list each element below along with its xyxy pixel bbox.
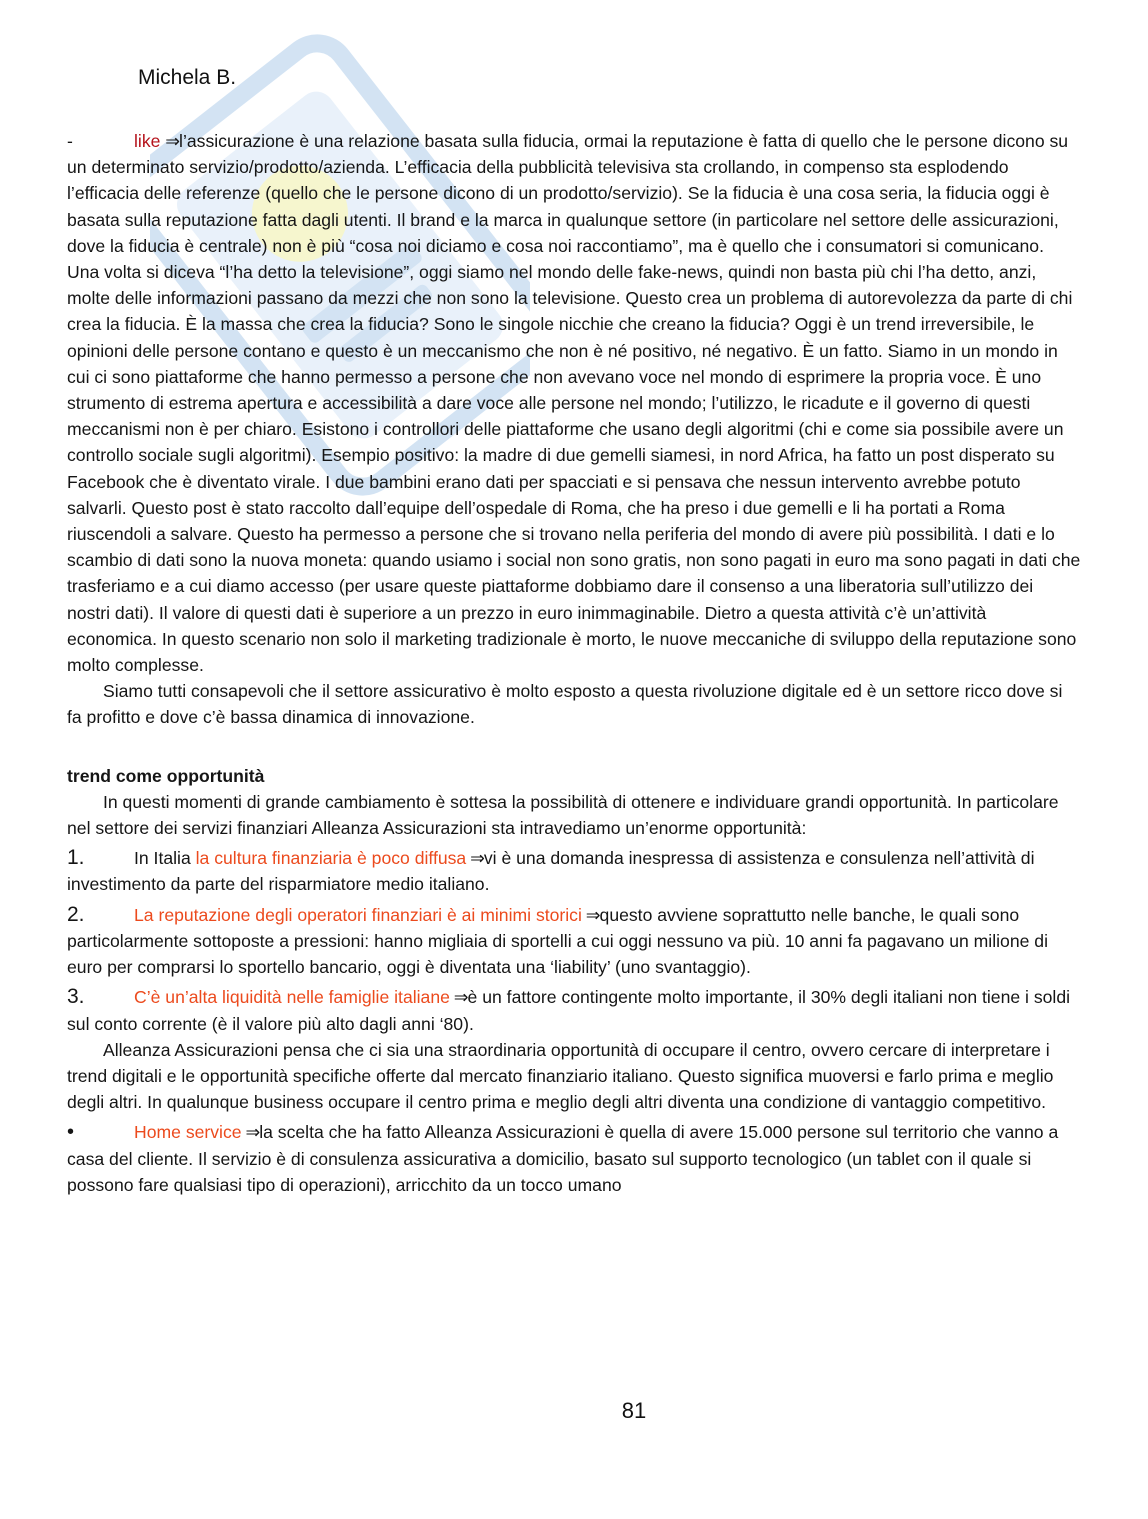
implies-arrow: ⇒: [466, 848, 484, 869]
implies-arrow: ⇒: [165, 131, 180, 151]
section-heading: trend come opportunità: [67, 765, 265, 786]
list-lead: In Italia: [134, 848, 196, 869]
dash-marker: -: [67, 131, 73, 151]
implies-arrow: ⇒: [449, 987, 468, 1008]
list-item-1: [67, 845, 1081, 897]
list-number: 3.: [67, 985, 85, 1009]
highlight-home-service: Home service: [134, 1122, 242, 1143]
list-text: vi è una domanda inespressa di assistenza e consulenza nell’attività di investimento da parte del risparmiatore medio italiano.: [67, 848, 1035, 895]
implies-arrow: ⇒: [241, 1122, 260, 1143]
bullet-marker: •: [67, 1121, 75, 1144]
bullet-text: la scelta che ha fatto Alleanza Assicurazioni è quella di avere 15.000 persone sul territorio che vanno a casa del cliente. Il servizio è di consulenza assicurativa a domicilio, basato sul supporto tecnologico (un tablet con il quale si possono fare qualsiasi tipo di operazioni), arricchito da un tocco umano: [67, 1122, 1059, 1195]
list-number: 2.: [67, 902, 85, 926]
paragraph-alleanza: Alleanza Assicurazioni pensa che ci sia una straordinaria opportunità di occupare il centro, ovvero cercare di interpretare i trend digitali e le opportunità specifiche offerte dal mercato finanziario italiano. Questo significa muoversi e farlo prima e meglio degli altri. In qualunque business occupare il centro prima e meglio degli altri diventa una condizione di vantaggio competitivo.: [67, 1039, 1054, 1113]
list-item-2: [67, 902, 1081, 981]
list-number: 1.: [67, 846, 85, 870]
bullet-home-service: [67, 1119, 1081, 1198]
list-text: questo avviene soprattutto nelle banche, le quali sono particolarmente sottoposte a pressioni: hanno migliaia di sportelli a cui oggi nessuno va più. 10 anni fa pagavano un milione di euro per comprarsi lo sportello bancario, oggi è diventata una ‘liability’ (uno svantaggio).: [67, 904, 1048, 978]
page-number: 81: [621, 1398, 647, 1423]
paragraph-intro: In questi momenti di grande cambiamento è sottesa la possibilità di ottenere e individuare grandi opportunità. In particolare nel settore dei servizi finanziari Alleanza Assicurazioni sta intravediamo un’enorme opportunità:: [67, 791, 1059, 839]
highlight-like: like: [134, 131, 161, 151]
highlight-reputazione: La reputazione degli operatori finanziari è ai minimi storici: [134, 904, 582, 925]
implies-arrow: ⇒: [581, 904, 600, 925]
list-text: è un fattore contingente molto importante, il 30% degli italiani non tiene i soldi sul conto corrente (è il valore più alto dagli anni ‘80).: [67, 987, 1071, 1034]
highlight-liquidita: C’è un’alta liquidità nelle famiglie italiane: [134, 987, 450, 1008]
author-header: Michela B.: [138, 66, 237, 89]
highlight-cultura: la cultura finanziaria è poco diffusa: [195, 848, 467, 869]
document-body: [67, 128, 1081, 1198]
paragraph-like: [67, 128, 1081, 678]
list-item-3: [67, 984, 1081, 1036]
paragraph-text: l’assicurazione è una relazione basata sulla fiducia, ormai la reputazione è fatta di quello che le persone dicono su un determinato servizio/prodotto/azienda. L’efficacia della pubblicità televisiva sta crollando, in compenso sta esplodendo l’efficacia delle referenze (quello che le persone dicono di un prodotto/servizio). Se la fiducia è una cosa seria, la fiducia oggi è basata sulla reputazione fatta dagli utenti. Il brand e la marca in qualunque settore (in particolare nel settore delle assicurazioni, dove la fiducia è centrale) non è più “cosa noi diciamo e cosa noi raccontiamo”, ma è quello che i consumatori si comunicano. Una volta si diceva “l’ha detto la televisione”, oggi siamo nel mondo delle fake-news, quindi non basta più chi l’ha detto, anzi, molte delle informazioni passano da mezzi che non sono la televisione. Questo crea un problema di autorevolezza da parte di chi crea la fiducia. È la massa che crea la fiducia? Sono le singole nicchie che creano la fiducia? Oggi è un trend irreversibile, le opinioni delle persone contano e questo è un meccanismo che non è né positivo, né negativo. È un fatto. Siamo in un mondo in cui ci sono piattaforme che hanno permesso a persone che non avevano voce nel mondo di esprimere la propria voce. È uno strumento di estrema apertura e accessibilità a dare voce alle persone nel mondo; l’utilizzo, le ricadute e il governo di questi meccanismi non è per chiaro. Esistono i controllori delle piattaforme che usano degli algoritmi (chi e come sia possibile avere un controllo sociale sugli algoritmi). Esempio positivo: la madre di due gemelli siamesi, in nord Africa, ha fatto un post disperato su Facebook che è diventato virale. I due bambini erano dati per spacciati e si pensava che nessun intervento avrebbe potuto salvarli. Questo post è stato raccolto dall’equipe dell’ospedale di Roma, che ha preso i due gemelli e li ha portati a Roma riuscendoli a salvare. Questo ha permesso a persone che si trovano nella periferia del mondo di avere più possibilità. I dati e lo scambio di dati sono la nuova moneta: quando usiamo i social non sono gratis, non sono pagati in euro ma sono pagati in dati che trasferiamo e a cui diamo accesso (per usare queste piattaforme dobbiamo dare il consenso a una liberatoria sull’utilizzo dei nostri dati). Il valore di questi dati è superiore a un prezzo in euro inimmaginabile. Dietro a questa attività c’è un’attività economica. In questo scenario non solo il marketing tradizionale è morto, le nuove meccaniche di sviluppo della reputazione sono molto complesse.: [67, 131, 1081, 676]
paragraph-settore: Siamo tutti consapevoli che il settore assicurativo è molto esposto a questa rivoluzione digitale ed è un settore ricco dove si fa profitto e dove c’è bassa dinamica di innovazione.: [67, 681, 1063, 728]
